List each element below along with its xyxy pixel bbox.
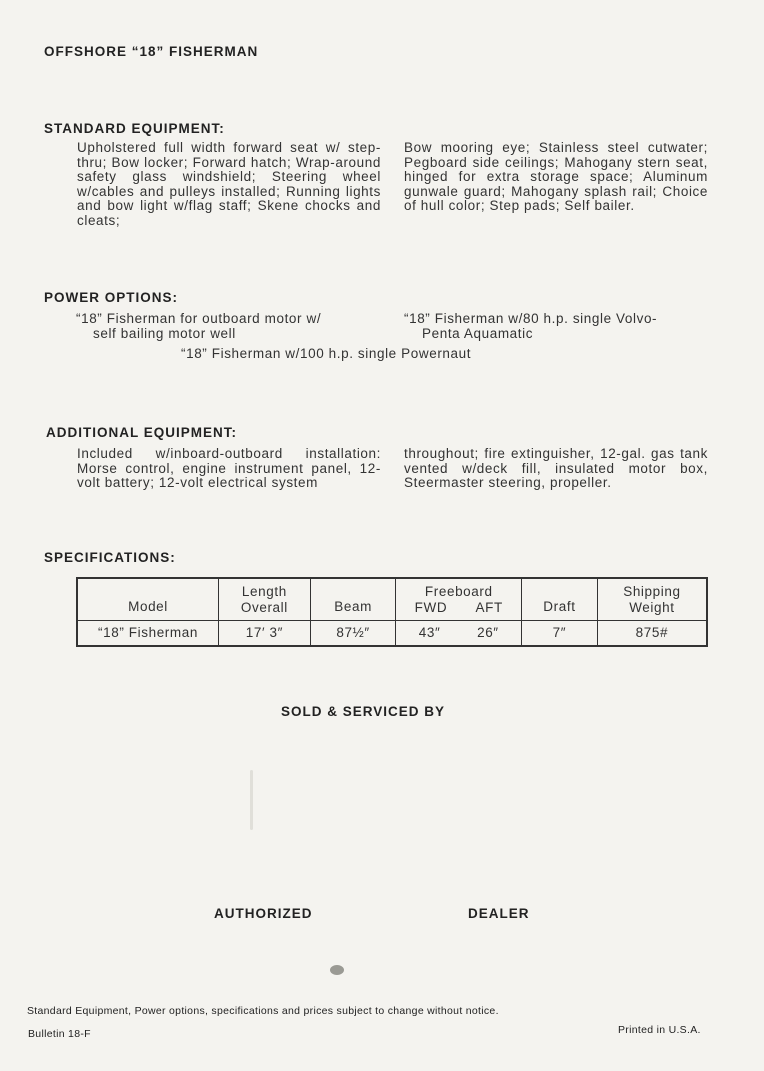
dealer-label: DEALER xyxy=(468,906,530,921)
header-freeboard: Freeboard FWD AFT xyxy=(396,578,522,621)
cell-fwd: 43″ xyxy=(418,625,441,640)
table-row xyxy=(77,621,707,647)
bulletin-number: Bulletin 18-F xyxy=(28,1028,91,1040)
table-header-row xyxy=(77,578,707,621)
header-draft: Draft xyxy=(522,578,598,621)
paper-smudge xyxy=(330,965,344,975)
specifications-table xyxy=(76,577,708,647)
cell-weight: 875# xyxy=(597,621,707,647)
power-option-powernaut: “18” Fisherman w/100 h.p. single Powernaut xyxy=(181,346,472,361)
standard-equipment-heading: STANDARD EQUIPMENT: xyxy=(44,121,225,136)
cell-length: 17′ 3″ xyxy=(219,621,311,647)
cell-freeboard xyxy=(396,621,522,647)
power-option-outboard: “18” Fisherman for outboard motor w/ xyxy=(76,311,322,326)
header-shipping-weight: Shipping Weight xyxy=(597,578,707,621)
sold-serviced-heading: SOLD & SERVICED BY xyxy=(281,704,446,719)
page-title: OFFSHORE “18” FISHERMAN xyxy=(44,44,259,59)
header-beam: Beam xyxy=(310,578,396,621)
footer-notice: Standard Equipment, Power options, specifications and prices subject to change without notice. xyxy=(27,1005,499,1017)
additional-equipment-left-column: Included w/inboard-outboard installation: Morse control, engine instrument panel, 12-volt battery; 12-volt electrical system xyxy=(77,446,381,491)
header-model: Model xyxy=(77,578,219,621)
additional-equipment-right-column: throughout; fire extinguisher, 12-gal. gas tank vented w/deck fill, insulated motor box, Steermaster steering, propeller. xyxy=(404,446,708,491)
cell-aft: 26″ xyxy=(477,625,499,640)
header-fwd: FWD xyxy=(414,599,448,615)
cell-beam: 87½″ xyxy=(310,621,396,647)
header-length-overall: Length Overall xyxy=(219,578,311,621)
standard-equipment-left-column: Upholstered full width forward seat w/ step-thru; Bow locker; Forward hatch; Wrap-around safety glass windshield; Steering wheel w/cables and pulleys installed; Running lights and bow light w/flag staff; Skene chocks and cleats; xyxy=(77,140,381,228)
cell-draft: 7″ xyxy=(522,621,598,647)
additional-equipment-heading: ADDITIONAL EQUIPMENT: xyxy=(46,425,238,440)
power-options-heading: POWER OPTIONS: xyxy=(44,290,179,305)
power-option-volvo-cont: Penta Aquamatic xyxy=(422,326,534,341)
paper-smudge xyxy=(250,770,253,830)
power-option-outboard-cont: self bailing motor well xyxy=(93,326,236,341)
printed-in: Printed in U.S.A. xyxy=(618,1024,701,1036)
cell-model: “18” Fisherman xyxy=(77,621,219,647)
header-aft: AFT xyxy=(475,599,503,615)
standard-equipment-right-column: Bow mooring eye; Stainless steel cutwater; Pegboard side ceilings; Mahogany stern seat, hinged for extra storage space; Aluminum gunwale guard; Mahogany splash rail; Choice of hull color; Step pads; Self bailer. xyxy=(404,140,708,214)
power-option-volvo: “18” Fisherman w/80 h.p. single Volvo- xyxy=(404,311,658,326)
authorized-label: AUTHORIZED xyxy=(214,906,313,921)
specifications-heading: SPECIFICATIONS: xyxy=(44,550,176,565)
